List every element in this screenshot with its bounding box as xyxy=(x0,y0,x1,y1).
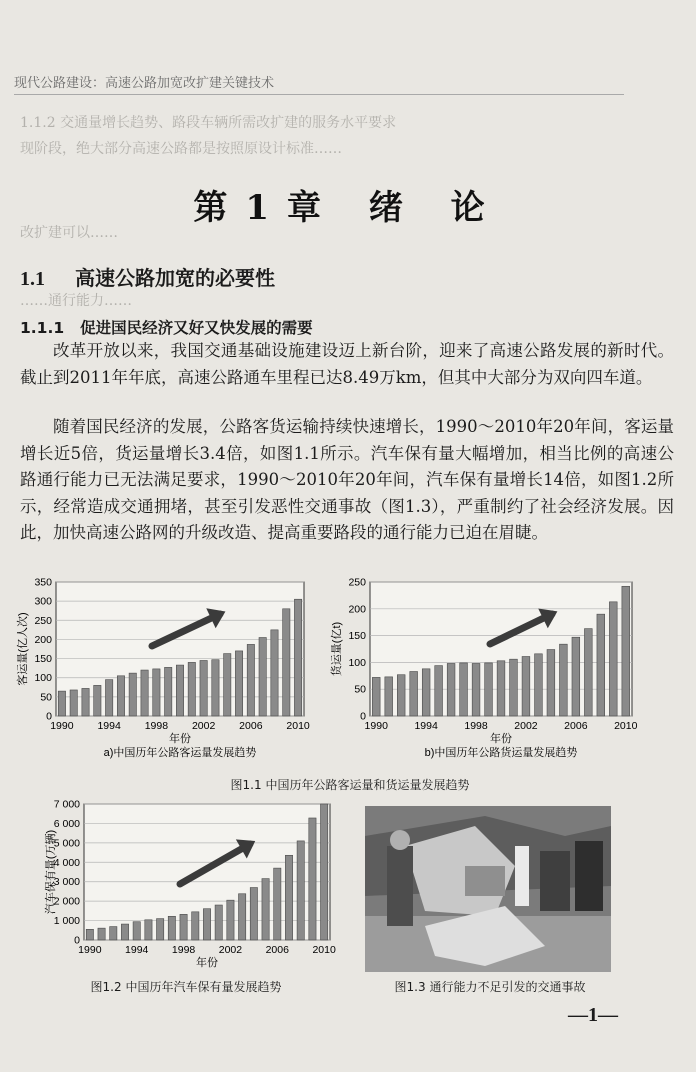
bar xyxy=(110,927,117,940)
bar xyxy=(165,667,172,716)
x-tick-label: 2006 xyxy=(265,944,289,956)
bar xyxy=(262,879,269,940)
bar xyxy=(447,663,455,716)
bar xyxy=(98,928,105,940)
bleed-through-text: ……通行能力…… xyxy=(20,293,132,309)
x-tick-label: 2006 xyxy=(239,720,263,732)
x-tick-label: 1998 xyxy=(144,720,169,732)
page-number: —1— xyxy=(568,1004,618,1026)
y-tick-label: 50 xyxy=(354,683,366,696)
bar xyxy=(584,629,592,716)
x-tick-label: 1990 xyxy=(364,720,388,732)
x-tick-label: 1994 xyxy=(414,720,438,732)
y-axis-label: 客运量(亿人次) xyxy=(17,612,29,686)
body-paragraph: 改革开放以来，我国交通基础设施建设迈上新台阶，迎来了高速公路发展的新时代。截止到2011年年底，高速公路通车里程已达8.49万km，但其中大部分为双向四车道。 xyxy=(20,341,674,387)
chart-vehicle-ownership xyxy=(28,798,344,976)
bar xyxy=(212,660,219,716)
x-tick-label: 2002 xyxy=(514,720,538,732)
x-tick-label: 1990 xyxy=(50,720,74,732)
bar xyxy=(133,922,140,940)
bar xyxy=(547,650,555,716)
bar xyxy=(572,637,580,716)
bar xyxy=(309,818,316,940)
subsection-title: 促进国民经济又好又快发展的需要 xyxy=(80,319,313,337)
y-tick-label: 6 000 xyxy=(53,817,80,830)
y-tick-label: 100 xyxy=(348,656,366,669)
y-tick-label: 100 xyxy=(34,672,52,685)
figure-1-1-caption: 图1.1 中国历年公路客运量和货运量发展趋势 xyxy=(230,778,470,792)
figure-1-2-caption: 图1.2 中国历年汽车保有量发展趋势 xyxy=(90,980,282,994)
y-axis-label: 汽车保有量(万辆) xyxy=(45,829,57,915)
bar xyxy=(460,663,468,716)
x-tick-label: 1998 xyxy=(171,944,196,956)
chapter-title: 第1章 绪 论 xyxy=(193,188,503,228)
bar xyxy=(321,804,328,940)
bar xyxy=(82,688,89,716)
chart-freight-volume xyxy=(331,574,640,774)
y-tick-label: 0 xyxy=(74,934,80,947)
accident-scene-icon xyxy=(365,806,611,972)
x-tick-label: 1990 xyxy=(78,944,102,956)
x-tick-label: 2010 xyxy=(286,720,310,732)
bar xyxy=(485,663,493,716)
y-tick-label: 300 xyxy=(34,595,52,608)
bar xyxy=(200,660,207,716)
chart-passenger-volume xyxy=(14,574,314,774)
bar xyxy=(215,905,222,940)
bar xyxy=(224,654,231,716)
x-axis-label: 年份 xyxy=(196,957,218,969)
bleed-through-text: 现阶段，绝大部分高速公路都是按照原设计标准…… xyxy=(20,141,342,157)
bar xyxy=(188,662,195,716)
y-tick-label: 50 xyxy=(40,691,52,704)
bar xyxy=(283,609,290,716)
x-tick-label: 2006 xyxy=(564,720,588,732)
chart-subtitle: b)中国历年公路货运量发展趋势 xyxy=(424,747,578,759)
y-tick-label: 150 xyxy=(348,630,366,643)
bar xyxy=(86,929,93,940)
bleed-through-text: 1.1.2 交通量增长趋势、路段车辆所需改扩建的服务水平要求 xyxy=(20,115,397,131)
bleed-through-text: 改扩建可以…… xyxy=(20,225,118,241)
x-tick-label: 2010 xyxy=(312,944,336,956)
bar xyxy=(129,673,136,716)
bar xyxy=(141,670,148,716)
bar xyxy=(297,841,304,940)
chart-subtitle: a)中国历年公路客运量发展趋势 xyxy=(103,747,257,759)
bar xyxy=(250,888,257,940)
bar xyxy=(271,630,278,716)
bar xyxy=(410,672,418,716)
y-tick-label: 1 000 xyxy=(53,915,80,928)
bar xyxy=(510,659,518,716)
traffic-accident-photo xyxy=(365,806,611,972)
bar xyxy=(176,665,183,716)
bar xyxy=(239,894,246,940)
bar xyxy=(94,685,101,716)
subsection-number: 1.1.1 xyxy=(20,319,65,337)
bar xyxy=(397,675,405,716)
bar xyxy=(153,669,160,716)
bar xyxy=(497,661,505,716)
bar xyxy=(117,676,124,716)
bar xyxy=(435,666,443,716)
bar xyxy=(203,909,210,940)
x-tick-label: 2010 xyxy=(614,720,638,732)
bar xyxy=(235,651,242,716)
x-axis-label: 年份 xyxy=(169,733,191,745)
section-heading xyxy=(20,262,275,291)
x-tick-label: 1994 xyxy=(125,944,149,956)
bar xyxy=(385,677,393,716)
section-title: 高速公路加宽的必要性 xyxy=(75,266,275,290)
bar xyxy=(609,602,617,716)
bar xyxy=(227,900,234,940)
bar xyxy=(70,690,77,716)
x-tick-label: 2002 xyxy=(191,720,216,732)
y-tick-label: 2 000 xyxy=(53,895,80,908)
bar xyxy=(168,916,175,940)
y-tick-label: 350 xyxy=(34,576,52,589)
y-tick-label: 4 000 xyxy=(53,856,80,869)
y-tick-label: 250 xyxy=(34,614,52,627)
section-number: 1.1 xyxy=(20,268,45,290)
subsection-heading xyxy=(20,316,313,338)
bar xyxy=(285,855,292,940)
bar xyxy=(372,677,380,716)
x-tick-label: 1994 xyxy=(97,720,121,732)
bar xyxy=(180,914,187,940)
bar xyxy=(535,654,543,716)
bar xyxy=(247,644,254,716)
bar xyxy=(622,586,630,716)
bar xyxy=(105,680,112,716)
bar xyxy=(121,924,128,940)
running-head: 现代公路建设：高速公路加宽改扩建关键技术 xyxy=(14,72,624,95)
bar xyxy=(192,912,199,940)
y-tick-label: 5 000 xyxy=(53,837,80,850)
x-axis-label: 年份 xyxy=(490,733,512,745)
y-axis-label: 货运量(亿t) xyxy=(331,621,343,677)
y-tick-label: 3 000 xyxy=(53,876,80,889)
body-paragraph: 随着国民经济的发展，公路客货运输持续快速增长，1990～2010年20年间，客运量增长近5倍，货运量增长3.4倍，如图1.1所示。汽车保有量大幅增加，相当比例的高速公路通行能力已无法满足要求，1990～2010年20年间，汽车保有量增长14倍，如图1.2所示，经常造成交通拥堵，甚至引发恶性交通事故（图1.3），严重制约了社会经济发展。因此，加快高速公路网的升级改造、提高重要路段的通行能力已迫在眉睫。 xyxy=(20,417,674,542)
y-tick-label: 7 000 xyxy=(53,798,80,811)
bar xyxy=(157,919,164,940)
y-tick-label: 250 xyxy=(348,576,366,589)
x-tick-label: 1998 xyxy=(464,720,488,732)
bar xyxy=(274,868,281,940)
y-tick-label: 200 xyxy=(34,633,52,646)
y-tick-label: 0 xyxy=(360,710,366,723)
bar xyxy=(259,638,266,716)
figure-1-3-caption: 图1.3 通行能力不足引发的交通事故 xyxy=(394,980,586,994)
y-tick-label: 0 xyxy=(46,710,52,723)
x-tick-label: 2002 xyxy=(218,944,243,956)
bar xyxy=(560,644,568,716)
bar xyxy=(472,663,480,716)
bar xyxy=(597,614,605,716)
bar xyxy=(522,657,530,716)
y-tick-label: 150 xyxy=(34,653,52,666)
bar xyxy=(422,669,430,716)
bar xyxy=(145,920,152,940)
bar xyxy=(294,599,301,716)
y-tick-label: 200 xyxy=(348,603,366,616)
bar xyxy=(58,691,65,716)
